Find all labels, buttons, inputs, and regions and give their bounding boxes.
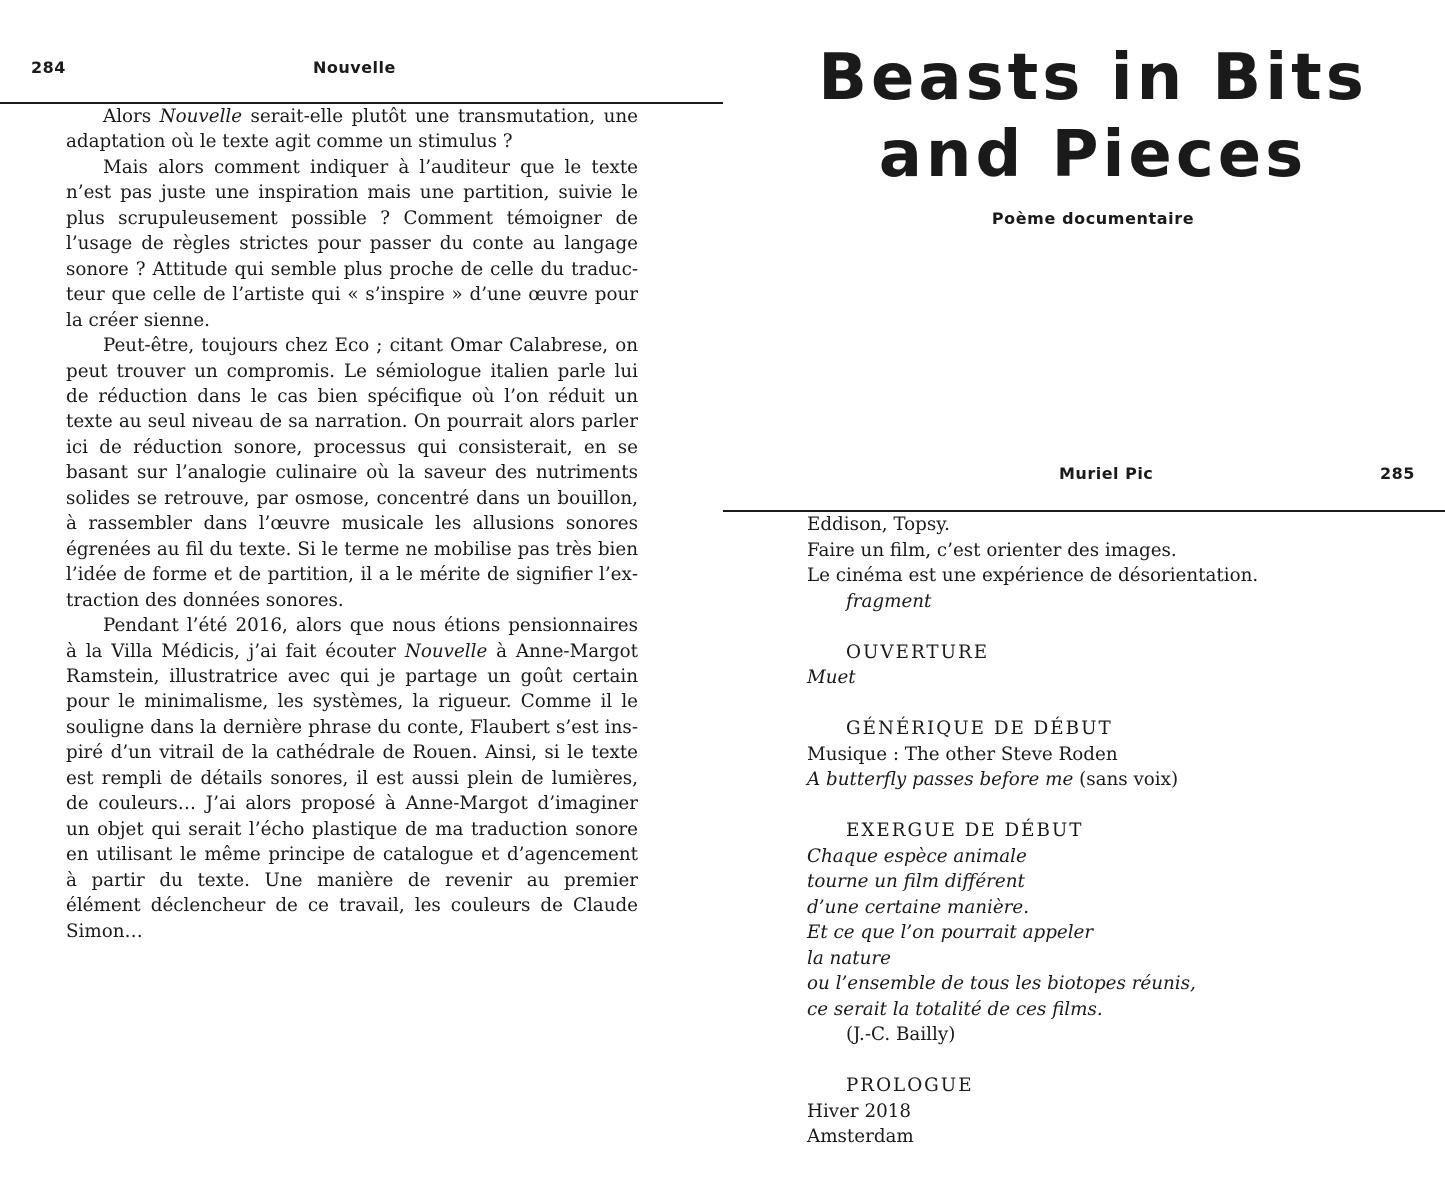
poem-line: Et ce que l’on pourrait appeler — [807, 922, 1094, 943]
running-title: Nouvelle — [313, 58, 396, 77]
poem-line: ce serait la totalité de ces films. — [807, 998, 1103, 1020]
section-heading: GÉNÉRIQUE DE DÉBUT — [846, 718, 1113, 739]
paragraph: Peut-être, toujours chez Eco ; citant Omar Calabrese, on peut trouver un compromis. Le sémiologue italien parle lui de réduction dans le cas bien spécifique où l’on réduit un texte au seul niveau de sa narration. On pourrait alors parler ici de réduction sonore, processus qui consisterait, en se basant sur l’analogie culinaire où la saveur des nutriments solides se retrouve, par osmose, concentré dans un bouillon, à rassembler dans l’œuvre musicale les allusions sonores égrenées au fil du texte. Si le terme ne mobilise pas très bien l’idée de forme et de partition, il a le mérite de signifier l’extraction des données sonores. — [66, 335, 638, 611]
paragraph: Alors Nouvelle serait-elle plutôt une transmutation, une adaptation où le texte agit comme un stimulus ? — [66, 106, 638, 153]
poem-line: Chaque espèce animale — [807, 845, 1027, 867]
poem-line: Faire un film, c’est orienter des images. — [807, 539, 1177, 561]
body-text — [66, 104, 638, 944]
right-page — [723, 0, 1445, 1204]
poem-line: Musique : The other Steve Roden — [807, 743, 1118, 765]
chapter-subtitle: Poème documentaire — [991, 209, 1195, 228]
poem-line: Eddison, Topsy. — [807, 514, 950, 535]
chapter-title: Beasts in Bits and Pieces — [818, 41, 1368, 192]
poem-line: Le cinéma est une expérience de désorientation. — [807, 565, 1259, 586]
poem-line: Amsterdam — [807, 1126, 914, 1147]
section-heading: PROLOGUE — [846, 1075, 974, 1096]
paragraph: Pendant l’été 2016, alors que nous étions pensionnaires à la Villa Médicis, j’ai fait écouter Nouvelle à Anne-Margot Ramstein, illustratrice avec qui je partage un goût certain pour le minimalisme, les systèmes, la rigueur. Comme il le souligne dans la dernière phrase du conte, Flaubert s’est inspiré d’un vitrail de la cathédrale de Rouen. Ainsi, si le texte est rempli de détails sonores, il est aussi plein de lumières, de couleurs… J’ai alors proposé à Anne-Margot d’imaginer un objet qui serait l’écho plastique de ma traduction sonore en utilisant le même principe de catalogue et d’agencement à partir du texte. Une manière de revenir au premier élément déclencheur de ce travail, les couleurs de Claude Simon… — [66, 615, 638, 942]
poem — [807, 512, 1367, 1150]
poem-line: Muet — [807, 667, 856, 688]
italic-title: Nouvelle — [159, 106, 243, 127]
poem-line: la nature — [807, 947, 891, 969]
poem-line: tourne un film différent — [807, 871, 1025, 892]
section-heading: EXERGUE DE DÉBUT — [846, 820, 1084, 841]
poem-line: Hiver 2018 — [807, 1100, 912, 1122]
poem-line: A butterfly passes before me (sans voix) — [807, 769, 1179, 790]
quote-attribution: (J.-C. Bailly) — [846, 1024, 956, 1045]
italic-title: Nouvelle — [404, 640, 488, 662]
poem-line: d’une certaine manière. — [807, 896, 1030, 918]
poem-line: fragment — [846, 590, 932, 612]
paragraph: Mais alors comment indiquer à l’auditeur que le texte n’est pas juste une inspiration mais une partition, suivie le plus scrupuleusement possible ? Comment témoigner de l’usage de règles strictes pour passer du conte au langage sonore ? Attitude qui semble plus proche de celle du traducteur que celle de l’artiste qui « s’inspire » d’une œuvre pour la créer sienne. — [66, 156, 638, 331]
page-number-left: 284 — [31, 58, 66, 77]
poem-line: ou l’ensemble de tous les biotopes réunis, — [807, 973, 1196, 994]
section-heading: OUVERTURE — [846, 641, 990, 663]
author-name: Muriel Pic — [1059, 464, 1154, 483]
page-number-right: 285 — [1380, 464, 1415, 483]
